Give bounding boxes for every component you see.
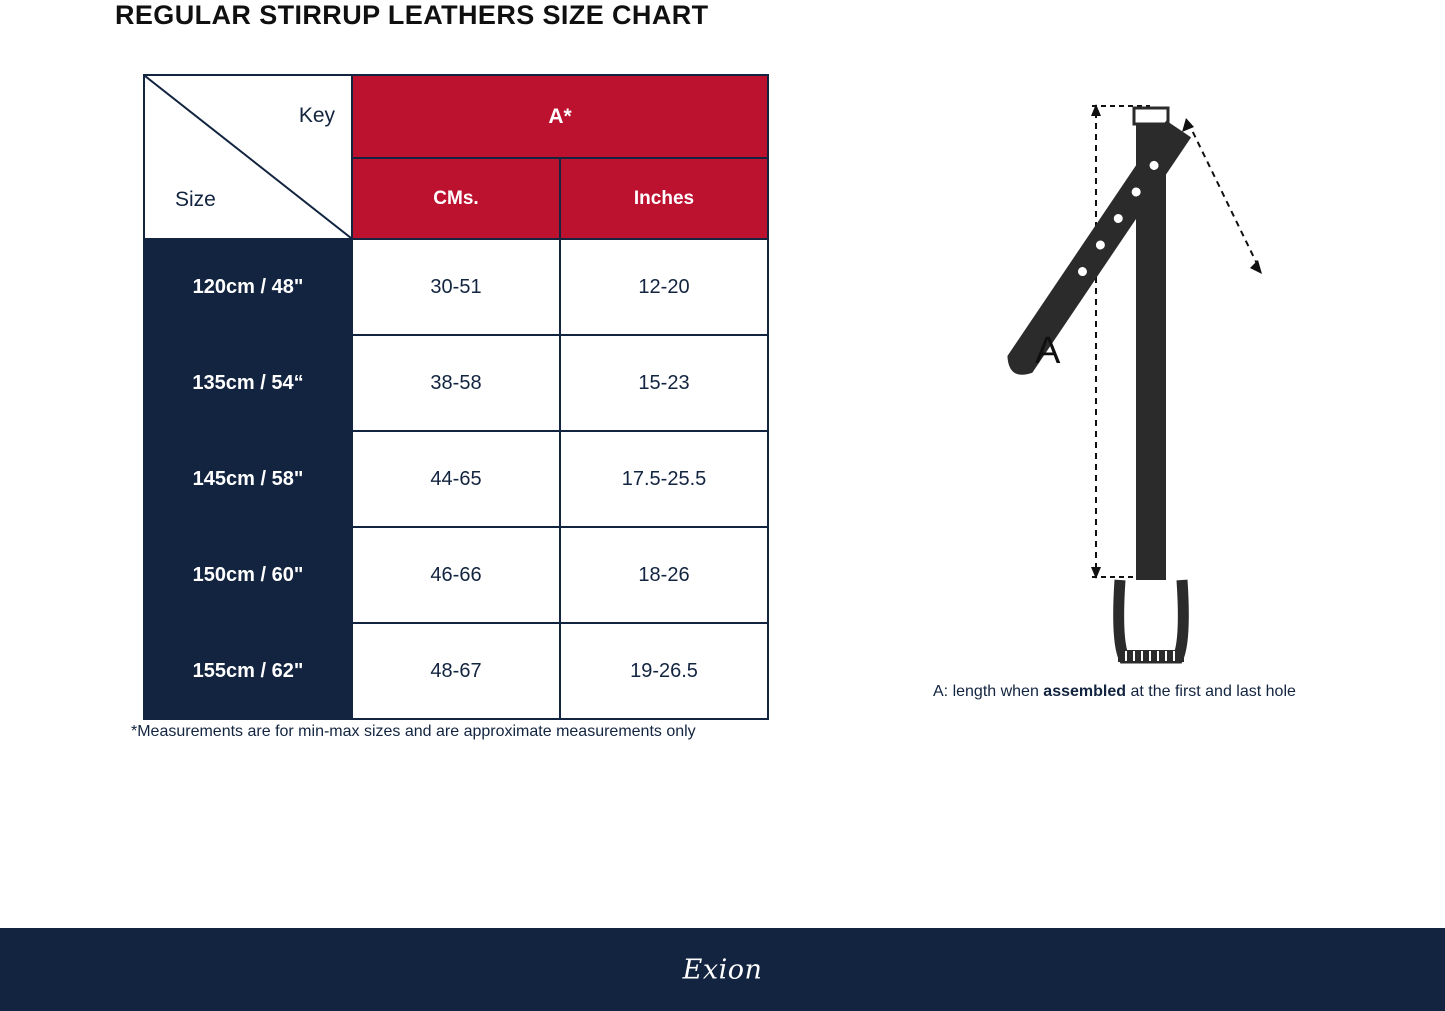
table-row — [144, 431, 768, 527]
page-title: REGULAR STIRRUP LEATHERS SIZE CHART — [115, 0, 709, 30]
row-size-3: 150cm / 60" — [144, 527, 352, 623]
table-row — [144, 335, 768, 431]
row-cm-1: 38-58 — [352, 335, 560, 431]
size-label: Size — [175, 188, 216, 211]
row-size-0: 120cm / 48" — [144, 239, 352, 335]
footer-bar — [0, 928, 1445, 1011]
row-inches-4: 19-26.5 — [560, 623, 768, 719]
row-cm-3: 46-66 — [352, 527, 560, 623]
diagram-caption — [933, 683, 1296, 701]
row-inches-1: 15-23 — [560, 335, 768, 431]
diagram-caption-bold: assembled — [1043, 683, 1127, 700]
row-cm-0: 30-51 — [352, 239, 560, 335]
row-cm-2: 44-65 — [352, 431, 560, 527]
diagram-dimension-letter: A — [1035, 330, 1061, 372]
diagonal-divider-icon — [145, 76, 351, 238]
row-size-2: 145cm / 58" — [144, 431, 352, 527]
key-size-cell — [144, 75, 352, 239]
brand-logo: Exion — [682, 954, 763, 985]
row-cm-4: 48-67 — [352, 623, 560, 719]
table-row — [144, 527, 768, 623]
row-size-4: 155cm / 62" — [144, 623, 352, 719]
size-chart-table — [143, 74, 769, 720]
table-row — [144, 239, 768, 335]
group-header-a: A* — [352, 75, 768, 158]
row-inches-2: 17.5-25.5 — [560, 431, 768, 527]
row-inches-0: 12-20 — [560, 239, 768, 335]
row-size-1: 135cm / 54“ — [144, 335, 352, 431]
column-header-cm: CMs. — [352, 158, 560, 239]
diagram-caption-prefix: A: length when — [933, 683, 1044, 700]
stirrup-leather-illustration — [920, 80, 1390, 680]
measurements-footnote: *Measurements are for min-max sizes and are approximate measurements only — [131, 723, 696, 740]
stirrup-leather-diagram — [920, 80, 1390, 680]
row-inches-3: 18-26 — [560, 527, 768, 623]
table-row — [144, 623, 768, 719]
diagram-caption-suffix: at the first and last hole — [1126, 683, 1296, 700]
table-header-row — [144, 75, 768, 158]
column-header-inches: Inches — [560, 158, 768, 239]
key-label: Key — [298, 104, 335, 127]
